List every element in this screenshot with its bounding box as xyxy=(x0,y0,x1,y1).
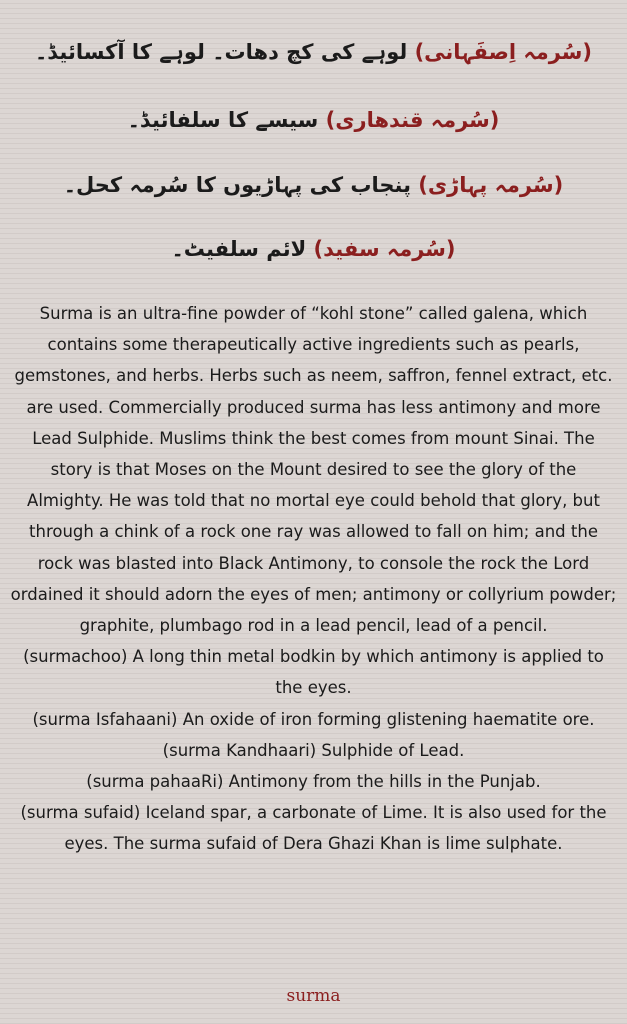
urdu-term: (سُرمہ اِصفَہانی) xyxy=(414,40,593,64)
main-paragraph: Surma is an ultra-fine powder of “kohl stone” called galena, which contains some therapeutically active ingredients such as pearls, gemstones, and herbs. Herbs such as neem, saffron, fennel extract, etc. are used. Commercially produced surma has less antimony and more Lead Sulphide. Muslims think the best comes from mount Sinai. The story is that Moses on the Mount desired to see the glory of the Almighty. He was told that no mortal eye could behold that glory, but through a chink of a rock one ray was allowed to fall on him; and the rock was blasted into Black Antimony, to console the rock the Lord ordained it should adorn the eyes of men; antimony or collyrium powder; graphite, plumbago rod in a lead pencil, lead of a pencil. xyxy=(10,304,617,636)
urdu-meaning: پنجاب کی پہاڑیوں کا سُرمہ کحل۔ xyxy=(63,173,411,197)
urdu-meaning: لوہے کی کچ دھات۔ لوہے کا آکسائیڈ۔ xyxy=(34,40,408,64)
surma-link[interactable]: surma xyxy=(286,986,341,1006)
urdu-term: (سُرمہ سفید) xyxy=(313,237,456,261)
urdu-line-sufaid xyxy=(0,237,627,261)
surmachoo-definition: (surmachoo) A long thin metal bodkin by which antimony is applied to the eyes. xyxy=(23,647,604,698)
urdu-meaning: سیسے کا سلفائیڈ۔ xyxy=(127,108,319,132)
urdu-line-kandhaari xyxy=(0,108,627,132)
english-definition xyxy=(10,298,617,860)
kandhaari-definition: (surma Kandhaari) Sulphide of Lead. xyxy=(162,740,465,760)
sufaid-definition: (surma sufaid) Iceland spar, a carbonate of Lime. It is also used for the eyes. The surma sufaid of Dera Ghazi Khan is lime sulphate. xyxy=(20,803,607,854)
urdu-line-isfahaani xyxy=(0,40,627,64)
urdu-meaning: لائم سلفیٹ۔ xyxy=(171,237,307,261)
isfahaani-definition: (surma Isfahaani) An oxide of iron forming glistening haematite ore. xyxy=(32,709,595,729)
pahaari-definition: (surma pahaaRi) Antimony from the hills in the Punjab. xyxy=(86,772,541,792)
urdu-line-pahaari xyxy=(0,173,627,197)
urdu-term: (سُرمہ پہاڑی) xyxy=(418,173,564,197)
urdu-term: (سُرمہ قندھاری) xyxy=(325,108,500,132)
